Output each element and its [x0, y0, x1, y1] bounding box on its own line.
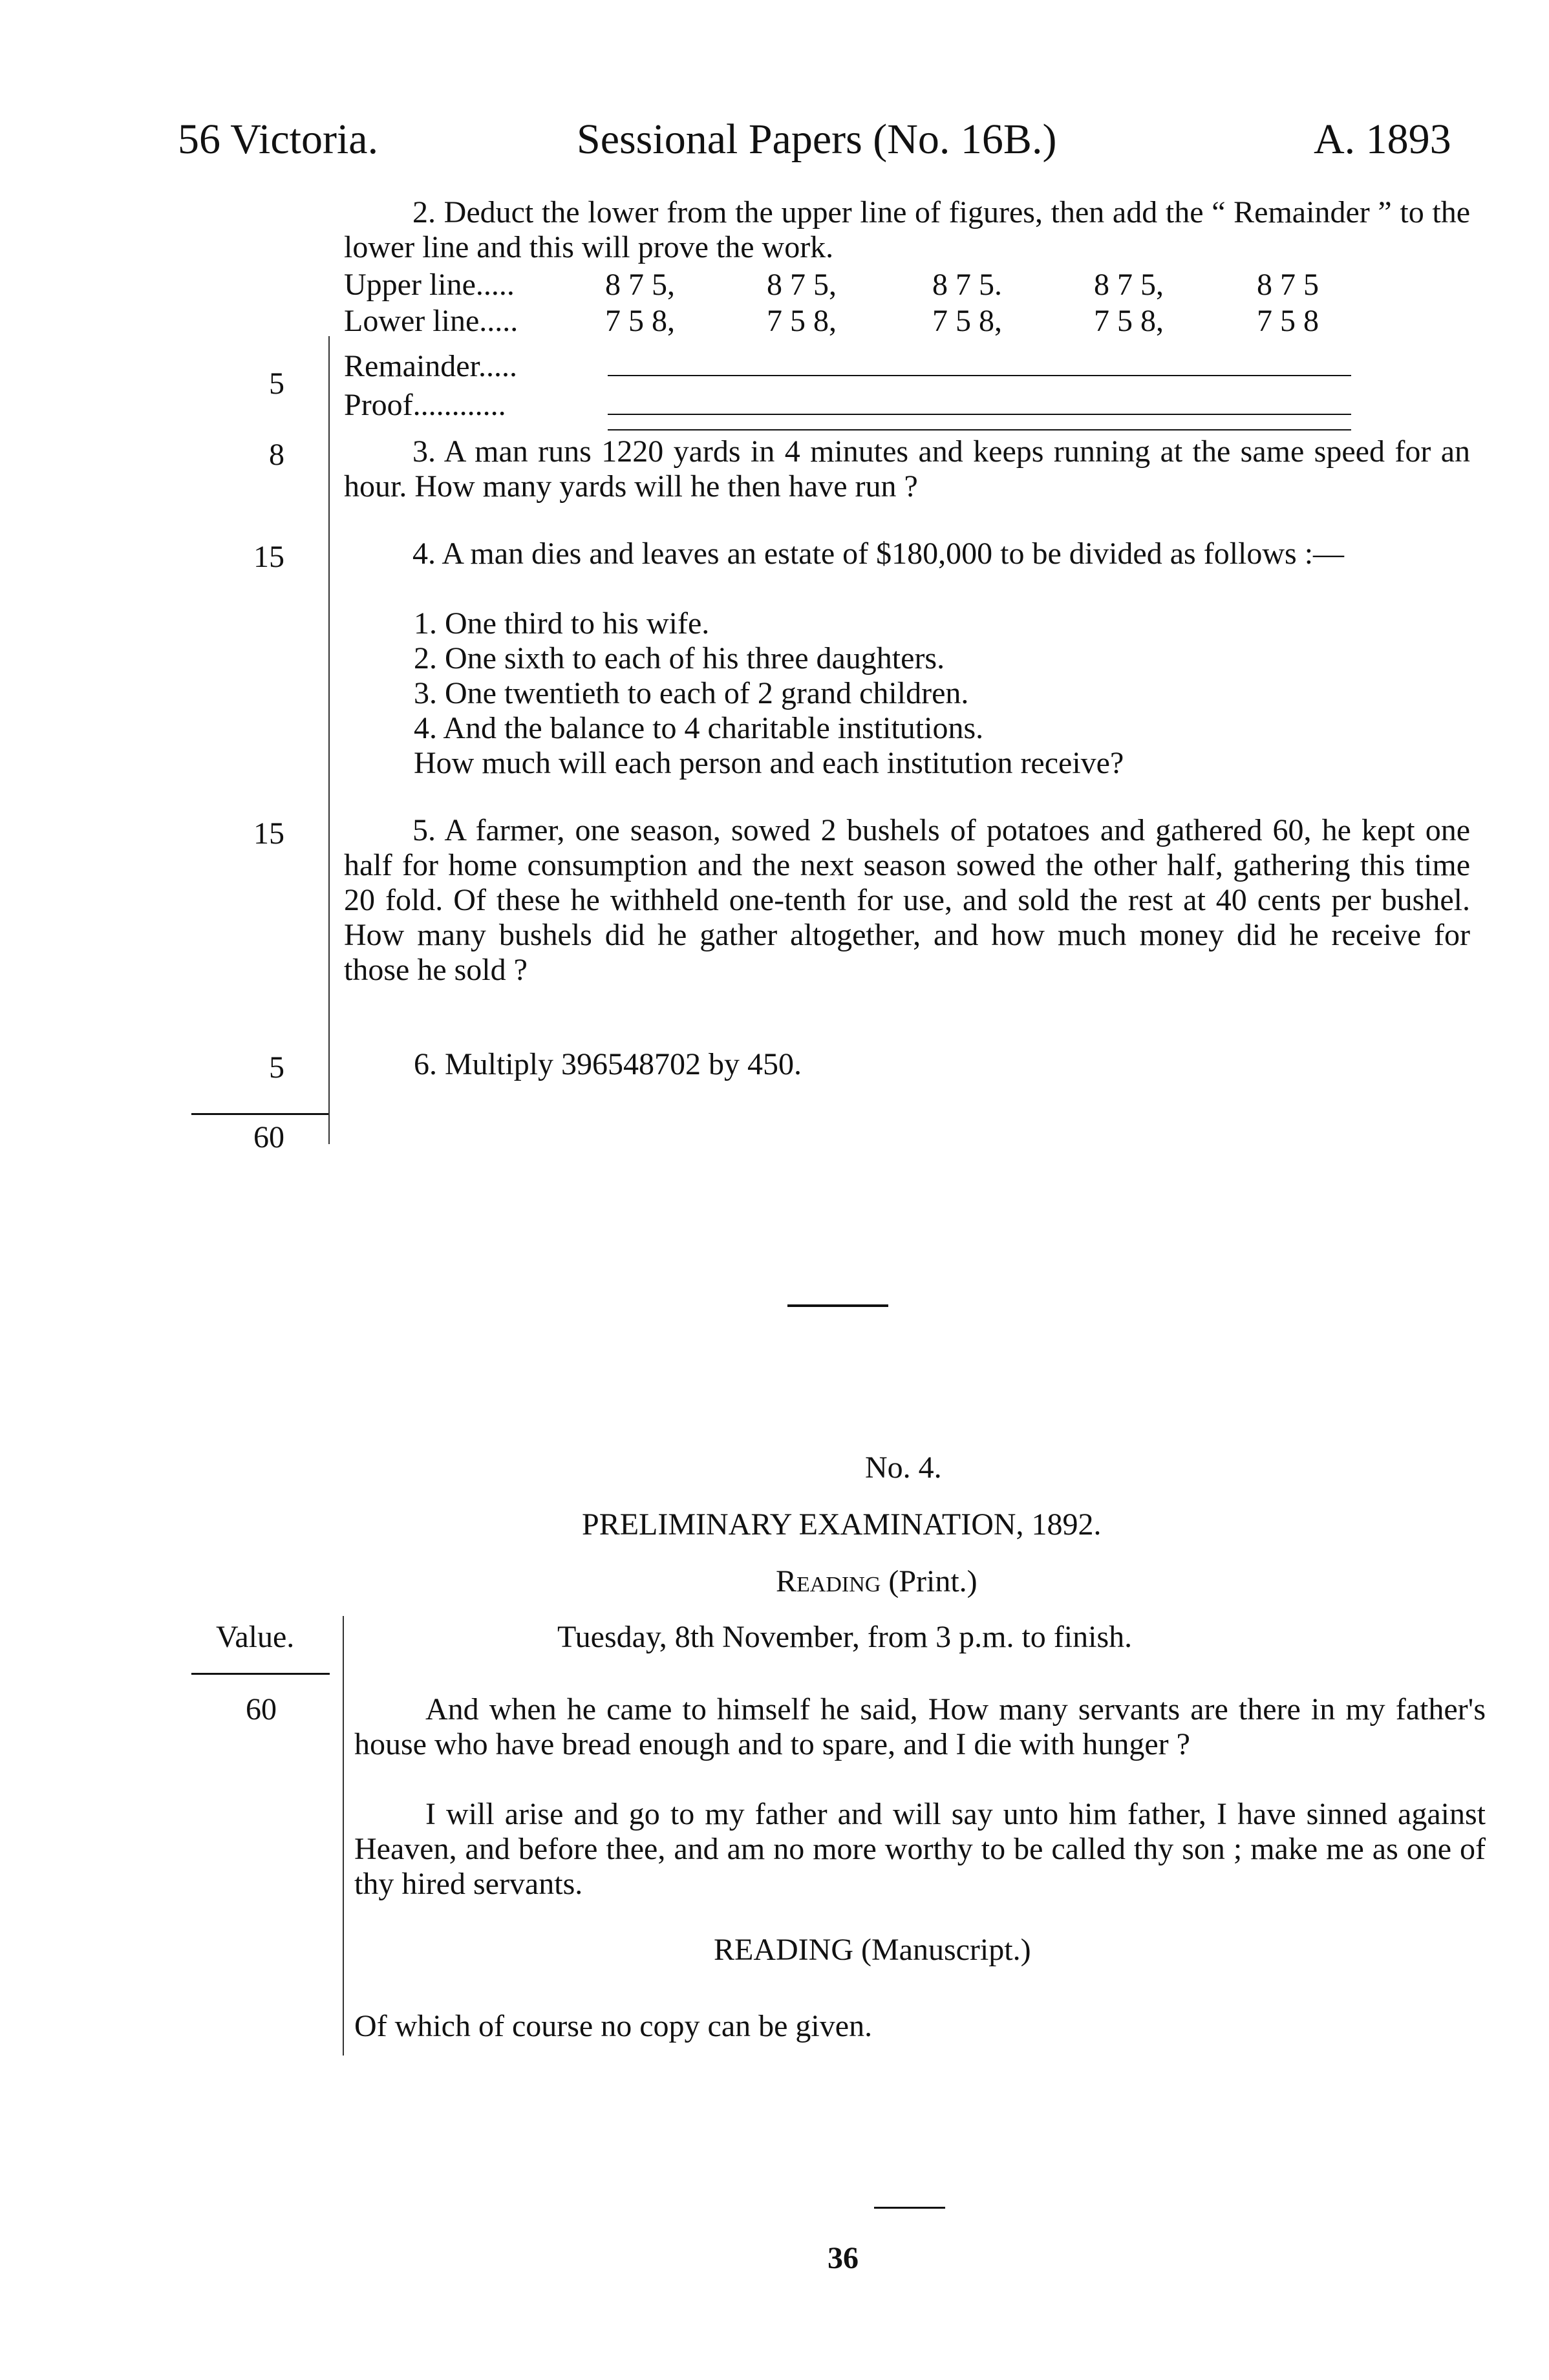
upper-line-label: Upper line..... — [344, 268, 515, 302]
subtitle-reading: Reading — [776, 1564, 881, 1599]
mark-q4: 15 — [253, 540, 284, 574]
question-4-item-4: 4. And the balance to 4 charitable institutions. — [414, 711, 984, 745]
value-divider — [343, 1616, 344, 2056]
header-year: A. 1893 — [1314, 116, 1451, 163]
question-4-item-3: 3. One twentieth to each of 2 grand children. — [414, 676, 969, 710]
mark-q6: 5 — [269, 1050, 284, 1085]
footer-separator — [874, 2207, 945, 2209]
value-label: Value. — [216, 1620, 295, 1654]
mark-q5: 15 — [253, 816, 284, 851]
question-6-text: 6. Multiply 396548702 by 450. — [414, 1047, 802, 1081]
manuscript-note: Of which of course no copy can be given. — [354, 2009, 873, 2043]
mark-total: 60 — [253, 1120, 284, 1154]
upper-value-1: 8 7 5, — [605, 268, 675, 302]
lower-value-2: 7 5 8, — [767, 304, 837, 338]
question-4-intro: 4. A man dies and leaves an estate of $180,000 to be divided as follows :— — [412, 537, 1345, 571]
header-volume: 56 Victoria. — [178, 116, 379, 163]
remainder-line — [608, 375, 1351, 376]
mark-q3: 8 — [269, 438, 284, 472]
reading-passage-2: I will arise and go to my father and will say unto him father, I have sinned against Heaven, and before thee, and am no more worthy to be called thy son ; make me as one of thy hired servants. — [354, 1797, 1486, 1901]
upper-value-5: 8 7 5 — [1257, 268, 1319, 302]
proof-line-double — [608, 429, 1351, 430]
mark-q2: 5 — [269, 367, 284, 401]
reading-passage-1: And when he came to himself he said, How many servants are there in my father's house who have bread enough and to spare, and I die with hunger ? — [354, 1692, 1486, 1761]
remainder-label: Remainder..... — [344, 349, 517, 383]
question-5-text: 5. A farmer, one season, sowed 2 bushels of potatoes and gathered 60, he kept one half for home consumption and the next season sowed the other half, gathering this time 20 fold. Of these he withheld one-tenth for use, and sold the rest at 40 cents per bushel. How many bushels did he gather altogether, and how much money did he receive for those he sold ? — [344, 813, 1470, 987]
section-title: PRELIMINARY EXAMINATION, 1892. — [582, 1507, 1102, 1542]
value-number: 60 — [246, 1692, 277, 1727]
marks-divider-top — [328, 336, 330, 1144]
question-4-item-1: 1. One third to his wife. — [414, 606, 710, 641]
subtitle-print: (Print.) — [888, 1564, 977, 1599]
proof-line — [608, 414, 1351, 415]
proof-label: Proof............ — [344, 388, 506, 422]
lower-value-3: 7 5 8, — [932, 304, 1002, 338]
section-separator — [787, 1304, 888, 1307]
upper-value-3: 8 7 5. — [932, 268, 1002, 302]
lower-value-1: 7 5 8, — [605, 304, 675, 338]
marks-total-rule — [191, 1113, 328, 1115]
lower-line-label: Lower line..... — [344, 304, 518, 338]
upper-value-2: 8 7 5, — [767, 268, 837, 302]
section-subtitle — [776, 1564, 977, 1599]
page-number: 36 — [828, 2241, 859, 2275]
header-title: Sessional Papers (No. 16B.) — [577, 116, 1057, 163]
question-2-text: 2. Deduct the lower from the upper line of figures, then add the “ Remainder ” to the lower line and this will prove the work. — [344, 195, 1470, 264]
section-date: Tuesday, 8th November, from 3 p.m. to finish. — [557, 1620, 1133, 1654]
section-number: No. 4. — [865, 1450, 942, 1485]
lower-value-4: 7 5 8, — [1094, 304, 1164, 338]
upper-value-4: 8 7 5, — [1094, 268, 1164, 302]
question-4-item-2: 2. One sixth to each of his three daughters. — [414, 641, 945, 675]
question-4-question: How much will each person and each institution receive? — [414, 746, 1124, 780]
value-rule — [191, 1673, 330, 1675]
lower-value-5: 7 5 8 — [1257, 304, 1319, 338]
question-3-text: 3. A man runs 1220 yards in 4 minutes and keeps running at the same speed for an hour. How many yards will he then have run ? — [344, 434, 1470, 504]
manuscript-title: READING (Manuscript.) — [714, 1933, 1031, 1967]
